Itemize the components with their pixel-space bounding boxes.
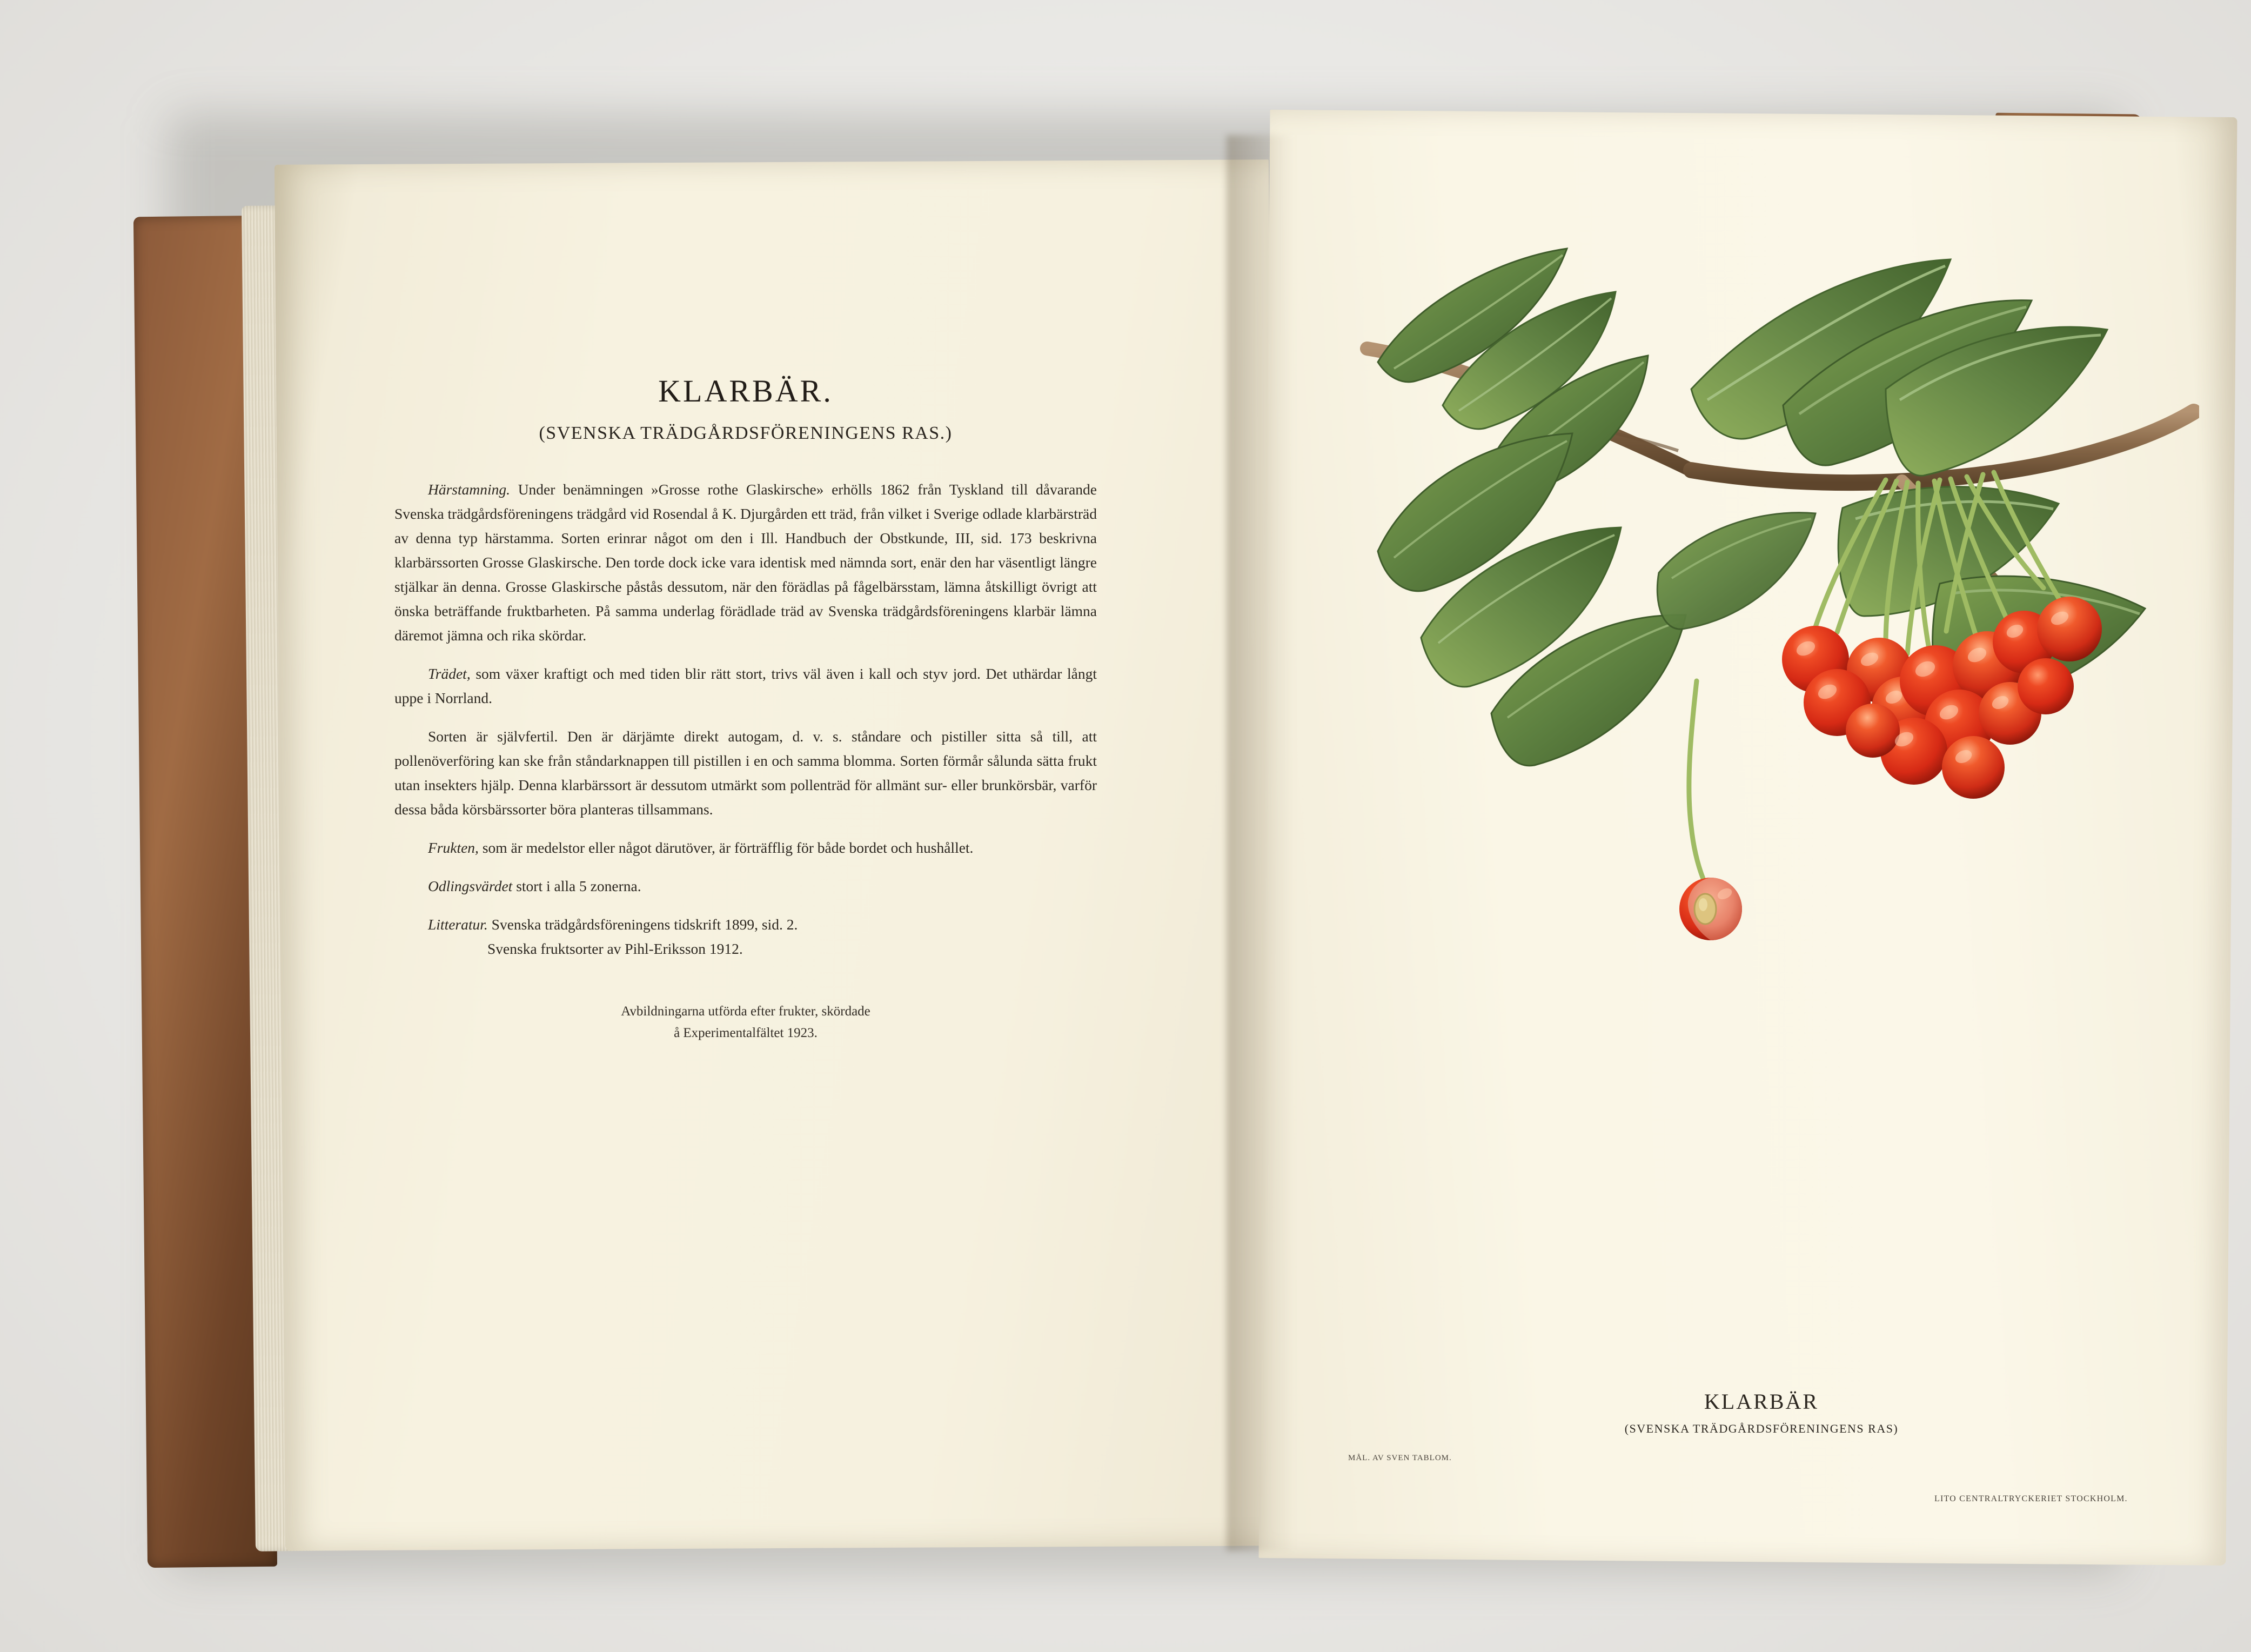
plate-footnote [394,1001,1097,1044]
leaf-cluster-mid-left [1378,433,1686,766]
paragraph-fertility [394,724,1097,821]
paragraph-body-origin: Under benämningen »Grosse rothe Glaskirsche» erhölls 1862 från Tyskland till dåvarande Svenska trädgårdsföreningens trädgård vid Rosendal å K. Djurgården ett träd, från vilket i Sverige odlade klarbärsträd av denna typ härstamma. Sorten erinrar något om den i Ill. Handbuch der Obstkunde, III, sid. 173 beskrivna klarbärssorten Grosse Glaskirsche. Den torde dock icke vara identisk med nämnda sort, enär den har väsentligt längre stjälkar än denna. Grosse Glaskirsche påstås dessutom, när den förädlas på fågelbärsstam, lämna åtskilligt övrigt att önska beträffande fruktbarheten. På samma underlag förädlade träd av Svenska trädgårdsföreningens klarbär lämna däremot jämna och rika skördar. [394,481,1097,644]
paragraph-lead-fruit: Frukten, [428,839,479,856]
plate-caption-subtitle: (SVENSKA TRÄDGÅRDSFÖRENINGENS RAS) [1624,1422,1899,1435]
literature-lead: Litteratur. [428,916,488,933]
artist-credit: MÅL. AV SVEN TABLOM. [1348,1454,1452,1462]
paragraph-body-tree: som växer kraftigt och med tiden blir rätt stort, trivs väl även i kall och styv jord. Det uthärdar långt uppe i Norrland. [394,665,1097,706]
paragraph-body-cultivation: stort i alla 5 zonerna. [512,878,641,894]
paragraph-lead-origin: Härstamning. [428,481,511,498]
paragraph-fruit [394,835,1097,860]
footnote-line-1: Avbildningarna utförda efter frukter, skördade [621,1004,870,1019]
plate-caption-title: KLARBÄR [1704,1389,1819,1414]
cut-cherry-specimen [1679,681,1742,940]
paragraph-tree [394,661,1097,710]
left-page-text-column [394,373,1097,1044]
botanical-illustration [1313,227,2199,1324]
literature-block [394,912,1097,961]
literature-line-2: Svenska fruktsorter av Pihl-Eriksson 1912. [487,940,743,957]
footnote-line-2: å Experimentalfältet 1923. [674,1026,818,1040]
book-gutter-shadow [1227,135,1324,1551]
open-book [135,49,2145,1605]
cherry-branch-illustration [1313,227,2199,1324]
paragraph-lead-tree: Trädet, [428,665,471,682]
page-title: KLARBÄR. [658,373,833,409]
paragraph-origin [394,477,1097,647]
paragraph-body-fruit: som är medelstor eller något därutöver, är förträfflig för både bordet och hushållet. [478,839,974,856]
paragraph-body-fertility: Sorten är självfertil. Den är därjämte direkt autogam, d. v. s. ståndare och pistiller sitta så till, att pollenöverföring kan ske från ståndarknappen till pistillen i en och samma blomma. Sorten förmår sålunda sätta frukt utan insekters hjälp. Denna klarbärssort är dessutom utmärkt som pollenträd för allmänt sur- eller brunkörsbär, varför dessa båda körsbärssorter böra planteras tillsammans. [394,728,1097,818]
leaf-cluster-upper-right [1691,259,2107,476]
printer-credit: LITO CENTRALTRYCKERIET STOCKHOLM. [1934,1494,2128,1503]
paragraph-cultivation-value [394,874,1097,898]
plate-caption [1475,1389,2048,1436]
paragraph-lead-cultivation: Odlingsvärdet [428,878,513,894]
page-subtitle: (SVENSKA TRÄDGÅRDSFÖRENINGENS RAS.) [539,423,953,443]
literature-line-1: Svenska trädgårdsföreningens tidskrift 1899, sid. 2. [491,916,798,933]
